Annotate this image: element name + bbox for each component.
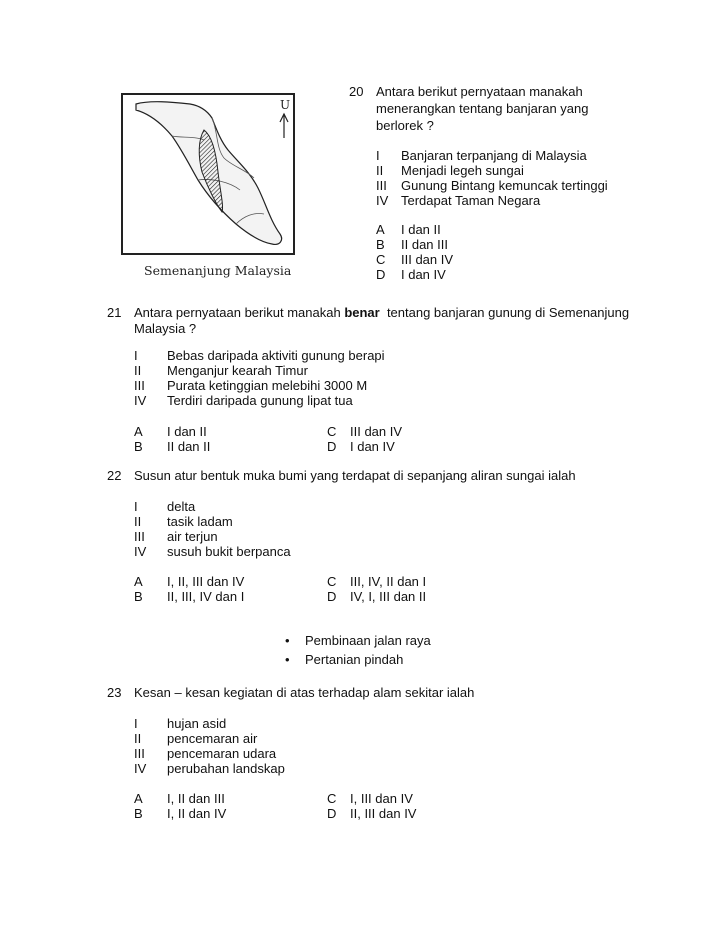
q20-item-numeral: I <box>376 148 380 163</box>
q20-item-numeral: IV <box>376 193 389 208</box>
q20-option-letter[interactable]: D <box>376 267 386 282</box>
q22-number: 22 <box>107 468 122 483</box>
q23-item-text: pencemaran udara <box>167 746 277 761</box>
q21-item-text: Terdiri daripada gunung lipat tua <box>167 393 353 408</box>
q23-option-text[interactable]: I, II dan IV <box>167 806 227 821</box>
q22-item-numeral: III <box>134 529 145 544</box>
q23-stem: Kesan – kesan kegiatan di atas terhadap alam sekitar ialah <box>134 685 475 700</box>
q21-stem-post: tentang banjaran gunung di Semenanjung <box>379 305 630 320</box>
q23-number: 23 <box>107 685 122 700</box>
q20-stem-line-2: menerangkan tentang banjaran yang <box>376 101 589 116</box>
q22-option-letter[interactable]: D <box>327 589 337 604</box>
q20-option-text[interactable]: I dan IV <box>401 267 446 282</box>
q20-option-letter[interactable]: A <box>376 222 385 237</box>
q23-option-letter[interactable]: C <box>327 791 337 806</box>
q22-option-letter[interactable]: C <box>327 574 337 589</box>
q20-map-figure <box>120 92 296 282</box>
q22-option-letter[interactable]: B <box>134 589 143 604</box>
q23-item-numeral: IV <box>134 761 147 776</box>
q21-item-numeral: I <box>134 348 138 363</box>
q22-item-text: susuh bukit berpanca <box>167 544 291 559</box>
q20-item-text: Terdapat Taman Negara <box>401 193 541 208</box>
q20-item-text: Menjadi legeh sungai <box>401 163 524 178</box>
q23-option-letter[interactable]: B <box>134 806 143 821</box>
map-caption: Semenanjung Malaysia <box>144 263 292 278</box>
q21-stem-pre: Antara pernyataan berikut manakah <box>134 305 345 320</box>
q21-item-numeral: IV <box>134 393 147 408</box>
q23-option-letter[interactable]: D <box>327 806 337 821</box>
q21-option-letter[interactable]: A <box>134 424 143 439</box>
q21-item-text: Menganjur kearah Timur <box>167 363 308 378</box>
q22-item-text: air terjun <box>167 529 218 544</box>
q23-option-text[interactable]: II, III dan IV <box>350 806 417 821</box>
q20-item-numeral: III <box>376 178 387 193</box>
q21-item-numeral: II <box>134 363 142 378</box>
q22-item-text: delta <box>167 499 196 514</box>
q23-option-letter[interactable]: A <box>134 791 143 806</box>
q20-option-letter[interactable]: C <box>376 252 386 267</box>
q21-item-text: Purata ketinggian melebihi 3000 M <box>167 378 368 393</box>
q23-item-text: perubahan landskap <box>167 761 285 776</box>
q20-option-text[interactable]: I dan II <box>401 222 441 237</box>
bullet-item: Pertanian pindah <box>305 652 404 667</box>
q21-option-text[interactable]: II dan II <box>167 439 211 454</box>
q22-item-numeral: IV <box>134 544 147 559</box>
q21-item-numeral: III <box>134 378 145 393</box>
bullet-icon: • <box>285 652 290 667</box>
q21-item-text: Bebas daripada aktiviti gunung berapi <box>167 348 385 363</box>
q20-option-letter[interactable]: B <box>376 237 385 252</box>
q20-number: 20 <box>349 84 364 99</box>
q20-option-text[interactable]: II dan III <box>401 237 448 252</box>
q21-option-text[interactable]: III dan IV <box>350 424 403 439</box>
q21-option-text[interactable]: I dan II <box>167 424 207 439</box>
q20-stem-line-1: Antara berikut pernyataan manakah <box>376 84 583 99</box>
north-label: U <box>280 98 291 112</box>
q21-stem-line-2: Malaysia ? <box>134 321 197 336</box>
q22-option-text[interactable]: I, II, III dan IV <box>167 574 245 589</box>
q21-number: 21 <box>107 305 122 320</box>
q23-option-text[interactable]: I, II dan III <box>167 791 225 806</box>
q22-item-numeral: II <box>134 514 142 529</box>
q20-item-text: Banjaran terpanjang di Malaysia <box>401 148 587 163</box>
q22-item-text: tasik ladam <box>167 514 233 529</box>
bullet-icon: • <box>285 633 290 648</box>
peninsular-malaysia-map <box>120 92 296 282</box>
q23-item-numeral: II <box>134 731 142 746</box>
q22-item-numeral: I <box>134 499 138 514</box>
bullet-item: Pembinaan jalan raya <box>305 633 431 648</box>
q21-option-letter[interactable]: C <box>327 424 337 439</box>
q22-stem: Susun atur bentuk muka bumi yang terdapat di sepanjang aliran sungai ialah <box>134 468 576 483</box>
q23-item-text: hujan asid <box>167 716 227 731</box>
q22-option-letter[interactable]: A <box>134 574 143 589</box>
q23-option-text[interactable]: I, III dan IV <box>350 791 413 806</box>
q21-stem-line-1 <box>134 305 629 320</box>
q23-item-numeral: III <box>134 746 145 761</box>
q23-item-numeral: I <box>134 716 138 731</box>
q21-option-letter[interactable]: D <box>327 439 337 454</box>
q22-option-text[interactable]: II, III, IV dan I <box>167 589 245 604</box>
q21-stem-bold: benar <box>344 305 380 320</box>
q22-option-text[interactable]: IV, I, III dan II <box>350 589 427 604</box>
q20-item-numeral: II <box>376 163 384 178</box>
q21-option-letter[interactable]: B <box>134 439 143 454</box>
q20-stem-line-3: berlorek ? <box>376 118 434 133</box>
q20-item-text: Gunung Bintang kemuncak tertinggi <box>401 178 608 193</box>
q23-item-text: pencemaran air <box>167 731 258 746</box>
q20-option-text[interactable]: III dan IV <box>401 252 454 267</box>
q22-option-text[interactable]: III, IV, II dan I <box>350 574 427 589</box>
q21-option-text[interactable]: I dan IV <box>350 439 395 454</box>
